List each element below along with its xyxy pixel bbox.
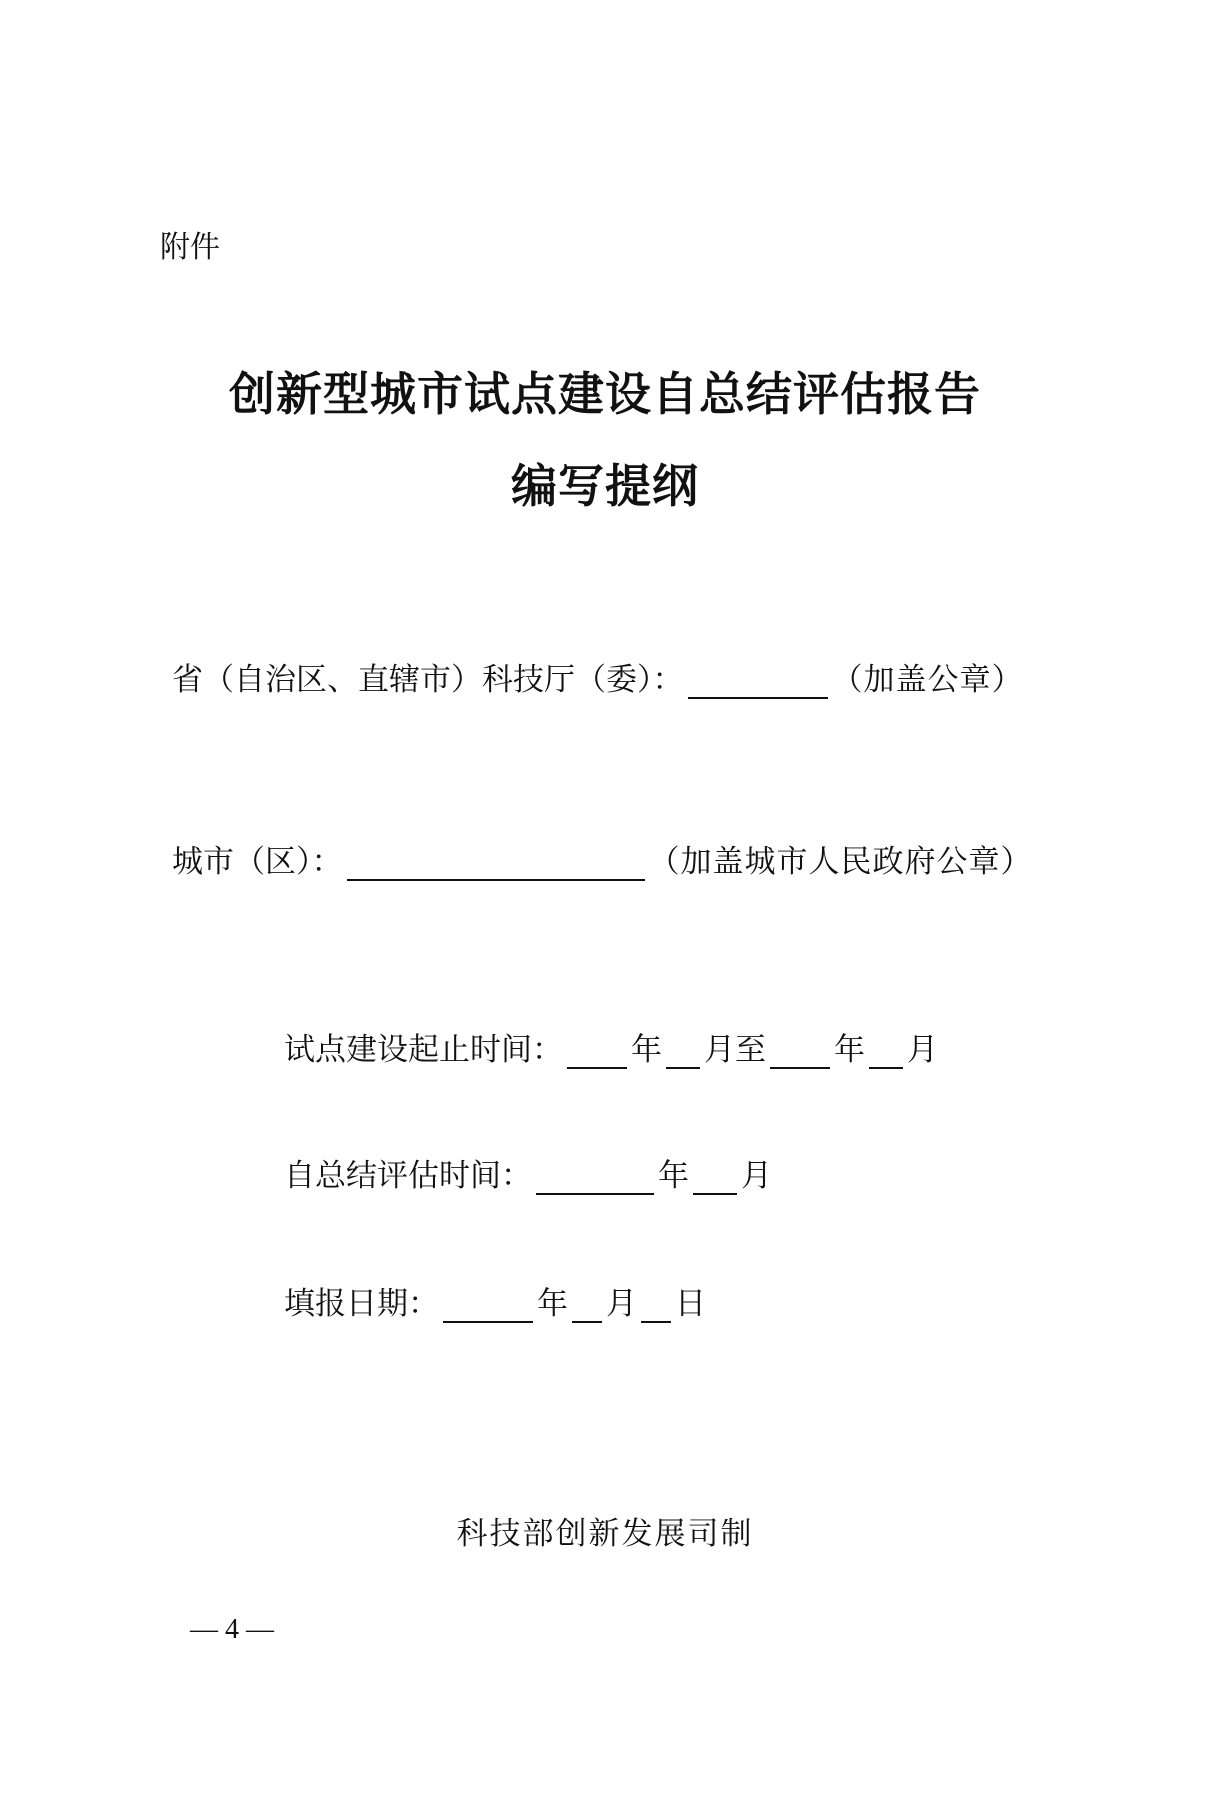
province-field[interactable] — [688, 663, 828, 699]
page-number: — 4 — — [190, 1614, 274, 1645]
fill-year-unit: 年 — [537, 1286, 568, 1322]
period-end-year-unit: 年 — [834, 1032, 865, 1068]
period-to: 至 — [735, 1032, 766, 1068]
fill-day-unit: 日 — [675, 1286, 706, 1322]
period-end-month-field[interactable] — [869, 1033, 903, 1069]
assessment-month-field[interactable] — [693, 1159, 737, 1195]
assessment-label: 自总结评估时间： — [284, 1158, 532, 1194]
issuer-text: 科技部创新发展司制 — [456, 1516, 754, 1552]
assessment-year-unit: 年 — [658, 1158, 689, 1194]
province-label: 省（自治区、直辖市）科技厅（委）： — [172, 662, 684, 698]
attachment-label: 附件 — [160, 230, 220, 265]
fill-month-unit: 月 — [606, 1286, 637, 1322]
city-label: 城市（区）： — [172, 844, 343, 880]
assessment-year-field[interactable] — [536, 1159, 654, 1195]
document-title: 创新型城市试点建设自总结评估报告 — [229, 367, 981, 421]
period-start-year-field[interactable] — [567, 1033, 627, 1069]
province-seal-note: （加盖公章） — [831, 662, 1024, 698]
period-end-month-unit: 月 — [907, 1032, 938, 1068]
fill-month-field[interactable] — [572, 1287, 602, 1323]
fill-year-field[interactable] — [443, 1287, 533, 1323]
city-seal-note: （加盖城市人民政府公章） — [648, 844, 1033, 880]
city-field[interactable] — [347, 845, 645, 881]
fill-day-field[interactable] — [641, 1287, 671, 1323]
period-start-month-field[interactable] — [666, 1033, 700, 1069]
period-end-year-field[interactable] — [770, 1033, 830, 1069]
period-start-year-unit: 年 — [631, 1032, 662, 1068]
assessment-row — [284, 1150, 772, 1195]
province-row — [172, 654, 1024, 699]
period-row — [284, 1024, 938, 1069]
assessment-month-unit: 月 — [741, 1158, 772, 1194]
period-start-month-unit: 月 — [704, 1032, 735, 1068]
fill-date-row — [284, 1278, 706, 1323]
fill-date-label: 填报日期： — [284, 1286, 439, 1322]
period-label: 试点建设起止时间： — [284, 1032, 563, 1068]
document-subtitle: 编写提纲 — [511, 459, 699, 513]
city-row — [172, 836, 1033, 881]
